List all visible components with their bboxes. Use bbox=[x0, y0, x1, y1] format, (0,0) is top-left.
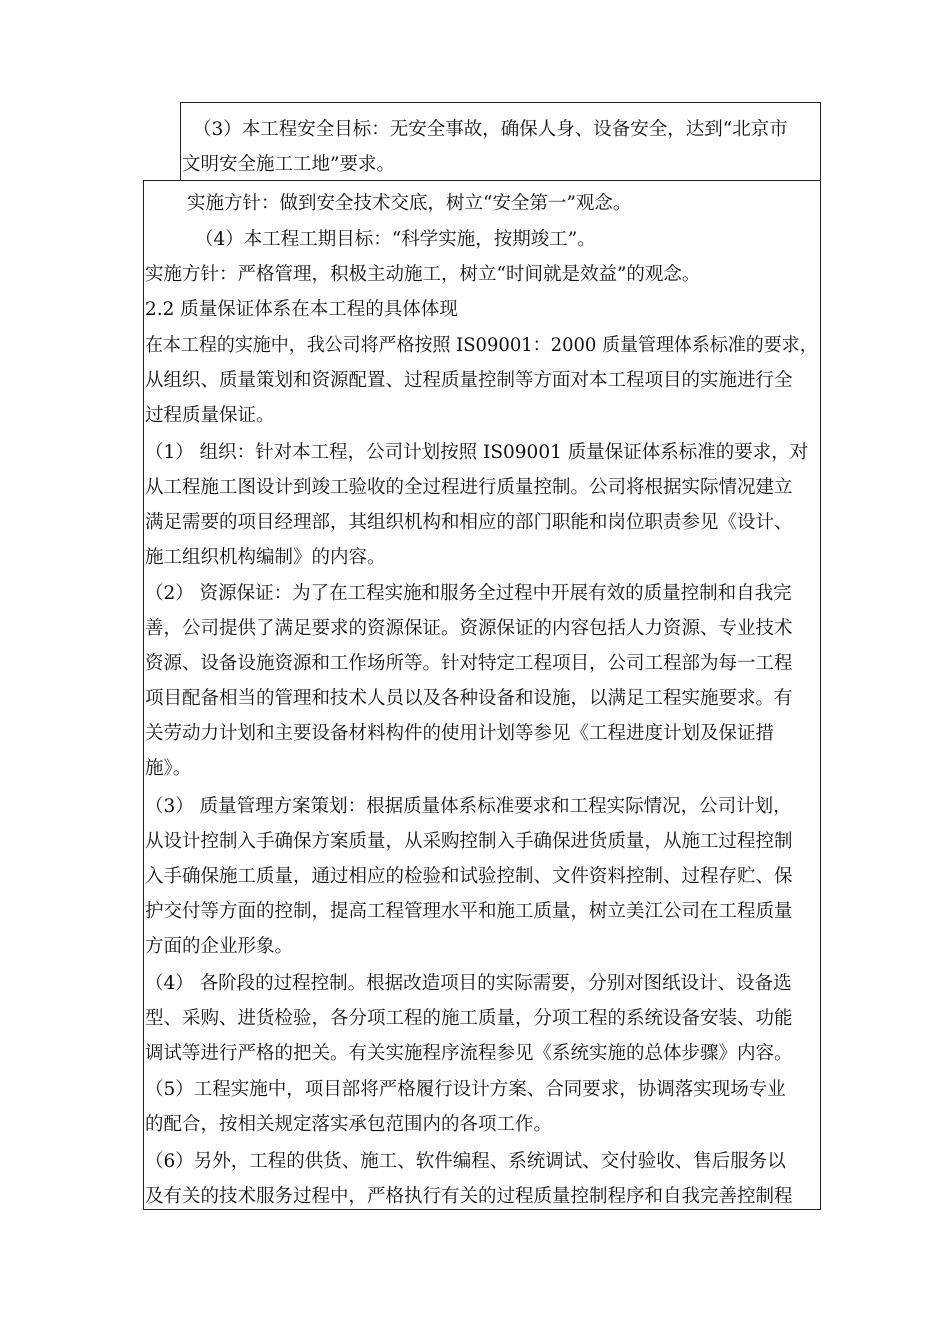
item-5-line-2: 的配合，按相关规定落实承包范围内的各项工作。 bbox=[145, 1114, 553, 1135]
item-2-line-2: 善，公司提供了满足要求的资源保证。资源保证的内容包括人力资源、专业技术 bbox=[145, 618, 793, 639]
item-6-line-1: （6）另外，工程的供货、施工、软件编程、系统调试、交付验收、售后服务以 bbox=[145, 1151, 786, 1172]
schedule-goal-line: （4）本工程工期目标：“科学实施，按期竣工”。 bbox=[195, 229, 596, 250]
intro-line-1: 在本工程的实施中，我公司将严格按照 IS09001：2000 质量管理体系标准的要求， bbox=[145, 335, 818, 356]
item-2-line-5: 关劳动力计划和主要设备材料构件的使用计划等参见《工程进度计划及保证措 bbox=[145, 723, 775, 744]
item-5-line-1: （5）工程实施中，项目部将严格履行设计方案、合同要求，协调落实现场专业 bbox=[145, 1079, 786, 1100]
item-4-line-3: 调试等进行严格的把关。有关实施程序流程参见《系统实施的总体步骤》内容。 bbox=[145, 1043, 793, 1064]
intro-line-3: 过程质量保证。 bbox=[145, 405, 275, 426]
item-2-line-4: 项目配备相当的管理和技术人员以及各种设备和设施，以满足工程实施要求。有 bbox=[145, 688, 793, 709]
item-3-line-3: 入手确保施工质量，通过相应的检验和试验控制、文件资料控制、过程存贮、保 bbox=[145, 866, 793, 887]
top-cell-line-2: 文明安全施工工地”要求。 bbox=[182, 154, 395, 175]
intro-line-2: 从组织、质量策划和资源配置、过程质量控制等方面对本工程项目的实施进行全 bbox=[145, 370, 793, 391]
item-1-line-4: 施工组织机构编制》的内容。 bbox=[145, 547, 386, 568]
policy-schedule-line: 实施方针：严格管理，积极主动施工，树立“时间就是效益”的观念。 bbox=[145, 264, 701, 285]
item-2-line-1: （2） 资源保证：为了在工程实施和服务全过程中开展有效的质量控制和自我完 bbox=[145, 583, 792, 604]
item-6-line-2: 及有关的技术服务过程中，严格执行有关的过程质量控制程序和自我完善控制程 bbox=[145, 1186, 793, 1207]
item-1-line-1: （1） 组织：针对本工程，公司计划按照 IS09001 质量保证体系标准的要求，对 bbox=[145, 442, 809, 463]
item-3-line-2: 从设计控制入手确保方案质量，从采购控制入手确保进货质量，从施工过程控制 bbox=[145, 831, 793, 852]
item-3-line-1: （3） 质量管理方案策划：根据质量体系标准要求和工程实际情况，公司计划， bbox=[145, 796, 792, 817]
item-2-line-6: 施》。 bbox=[145, 758, 192, 779]
item-4-line-2: 型、采购、进货检验，各分项工程的施工质量，分项工程的系统设备安装、功能 bbox=[145, 1008, 793, 1029]
item-4-line-1: （4） 各阶段的过程控制。根据改造项目的实际需要，分别对图纸设计、设备选 bbox=[145, 973, 792, 994]
item-1-line-3: 满足需要的项目经理部，其组织机构和相应的部门职能和岗位职责参见《设计、 bbox=[145, 512, 793, 533]
item-3-line-5: 方面的企业形象。 bbox=[145, 936, 294, 957]
item-3-line-4: 护交付等方面的控制，提高工程管理水平和施工质量，树立美江公司在工程质量 bbox=[145, 901, 793, 922]
item-1-line-2: 从工程施工图设计到竣工验收的全过程进行质量控制。公司将根据实际情况建立 bbox=[145, 477, 793, 498]
policy-safety-line: 实施方针：做到安全技术交底，树立“安全第一”观念。 bbox=[187, 193, 632, 214]
section-heading-2-2: 2.2 质量保证体系在本工程的具体体现 bbox=[145, 299, 458, 320]
top-cell-line-1: （3）本工程安全目标：无安全事故，确保人身、设备安全，达到“北京市 bbox=[193, 119, 788, 140]
item-2-line-3: 资源、设备设施资源和工作场所等。针对特定工程项目，公司工程部为每一工程 bbox=[145, 653, 793, 674]
